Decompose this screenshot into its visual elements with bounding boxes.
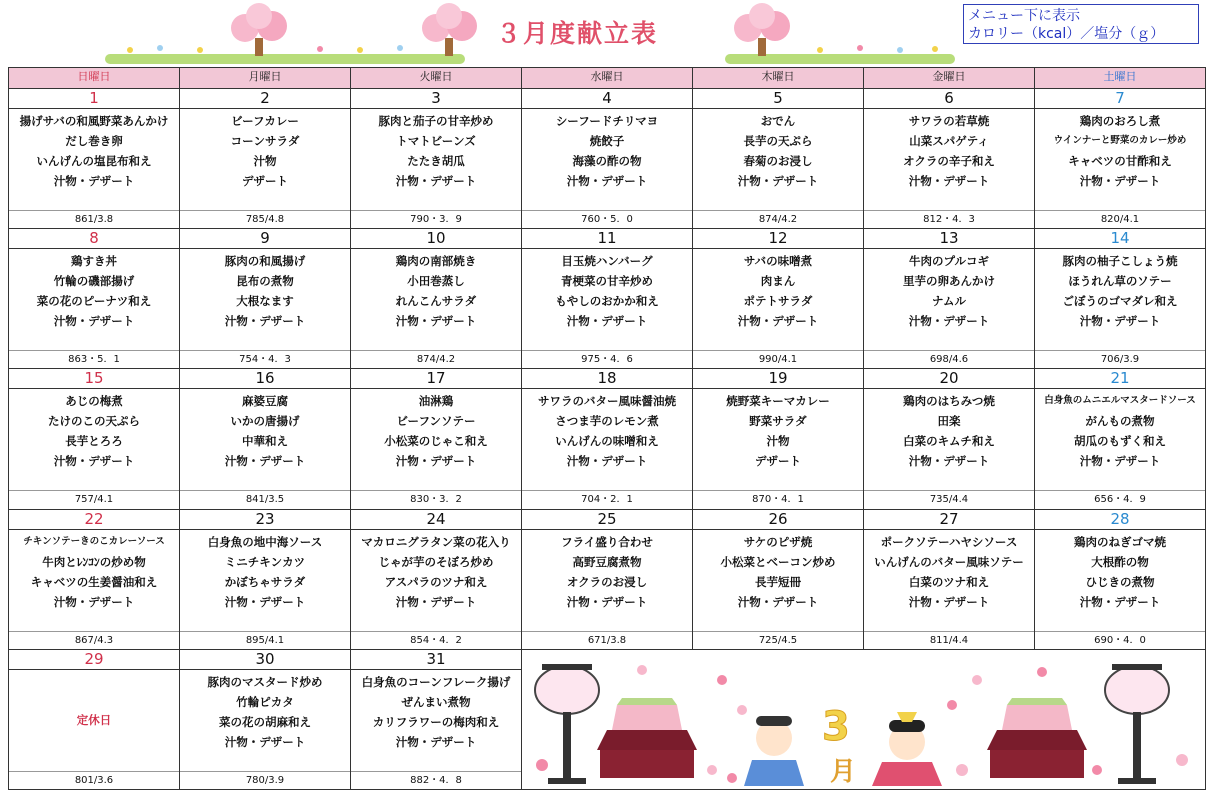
calorie-salt-value: 790・3．9	[351, 210, 521, 228]
menu-item: 長芋の天ぷら	[743, 134, 813, 148]
hinamatsuri-illustration	[522, 649, 1206, 789]
day-cell	[180, 509, 351, 649]
day-cell	[180, 369, 351, 509]
day-number: 24	[351, 510, 521, 530]
menu-item: がんもの煮物	[1085, 414, 1155, 429]
menu-item: いんげんの味噌和え	[555, 434, 659, 449]
menu-item: 汁物・デザート	[566, 174, 648, 188]
day-number: 2	[180, 89, 350, 109]
calorie-salt-value: 895/4.1	[180, 631, 350, 649]
menu-item: 小松菜とベーコン炒め	[720, 554, 836, 569]
menu-item: 汁物・デザート	[908, 314, 990, 329]
menu-item: サワラの若草焼	[908, 114, 990, 128]
menu-items	[864, 389, 1034, 471]
menu-item: 田楽	[937, 414, 961, 429]
day-cell	[1035, 229, 1206, 369]
menu-item: 大根なます	[236, 294, 294, 309]
calorie-salt-value: 801/3.6	[9, 771, 179, 789]
day-number: 7	[1035, 89, 1205, 109]
menu-item: 汁物・デザート	[395, 314, 477, 329]
menu-items	[693, 109, 863, 191]
menu-item: ひじきの煮物	[1085, 574, 1155, 589]
menu-item: 白菜のツナ和え	[908, 574, 990, 589]
menu-item: 汁物・デザート	[224, 734, 306, 749]
calorie-salt-value: 754・4．3	[180, 350, 350, 368]
menu-items	[180, 109, 350, 191]
day-number: 21	[1035, 369, 1205, 389]
menu-items	[9, 109, 179, 191]
menu-item: フライ盛り合わせ	[561, 534, 653, 549]
day-cell	[693, 369, 864, 509]
page-title: ３月度献立表	[496, 19, 659, 48]
day-cell	[9, 369, 180, 509]
day-cell	[1035, 509, 1206, 649]
menu-item: ナムル	[932, 294, 966, 309]
menu-item: ごぼうのゴマダレ和え	[1062, 294, 1178, 309]
menu-item: 菜の花の胡麻和え	[219, 714, 311, 729]
menu-items	[351, 109, 521, 191]
menu-item: 竹輪の磯部揚げ	[53, 274, 135, 289]
menu-item: さつま芋のレモン煮	[555, 414, 659, 429]
day-number: 19	[693, 369, 863, 389]
menu-item: 汁物・デザート	[395, 594, 477, 609]
week-row	[9, 509, 1206, 649]
menu-item: 中華和え	[242, 434, 288, 449]
calorie-salt-value: 812・4．3	[864, 210, 1034, 228]
menu-item: 小松菜のじゃこ和え	[384, 434, 488, 449]
menu-items	[1035, 389, 1205, 471]
menu-item: ミニチキンカツ	[224, 554, 306, 569]
menu-item: 山菜スパゲティ	[909, 134, 989, 148]
calorie-salt-value: 874/4.2	[351, 350, 521, 368]
day-number: 8	[9, 229, 179, 249]
weekday-friday: 金曜日	[864, 68, 1035, 89]
day-cell	[522, 89, 693, 229]
menu-item: サケのピザ焼	[743, 534, 813, 549]
calorie-salt-value: 735/4.4	[864, 490, 1034, 508]
day-cell	[1035, 369, 1206, 509]
menu-item: ウインナーと野菜のカレー炒め	[1053, 135, 1187, 146]
menu-item: 焼野菜キーマカレー	[726, 394, 830, 409]
menu-item: 汁物・デザート	[395, 734, 477, 749]
menu-item: キャベツの生姜醤油和え	[30, 574, 158, 589]
menu-calendar	[8, 67, 1206, 790]
calorie-salt-value: 671/3.8	[522, 631, 692, 649]
calorie-salt-value: 760・5．0	[522, 210, 692, 228]
day-cell	[180, 229, 351, 369]
day-cell	[180, 649, 351, 789]
day-number: 11	[522, 229, 692, 249]
week-row	[9, 369, 1206, 509]
menu-item: マカロニグラタン菜の花入り	[361, 534, 511, 549]
week-row	[9, 89, 1206, 229]
menu-item: ポークソテーハヤシソース	[880, 534, 1018, 549]
weekday-tuesday: 火曜日	[351, 68, 522, 89]
menu-item: 汁物・デザート	[737, 594, 819, 609]
menu-item: 汁物・デザート	[908, 174, 990, 188]
menu-items	[693, 530, 863, 612]
day-number: 31	[351, 650, 521, 670]
menu-item: 麻婆豆腐	[242, 394, 288, 409]
menu-item: 鶏肉のねぎゴマ焼	[1074, 534, 1166, 549]
menu-item: 白身魚の地中海ソース	[207, 534, 323, 549]
calorie-salt-value: 757/4.1	[9, 490, 179, 508]
day-number: 1	[9, 89, 179, 109]
legend-note-line2: カロリー（kcal）／塩分（ｇ）	[968, 26, 1165, 42]
calorie-salt-value: 830・3．2	[351, 490, 521, 508]
menu-item: 汁物・デザート	[908, 594, 990, 609]
menu-item: 鶏肉の南部焼き	[395, 254, 477, 269]
calorie-salt-value: 811/4.4	[864, 631, 1034, 649]
menu-item: 白菜のキムチ和え	[903, 434, 995, 449]
menu-item: 長芋とろろ	[65, 434, 123, 449]
menu-item: 汁物・デザート	[1079, 174, 1161, 188]
week-row	[9, 649, 1206, 789]
calorie-salt-value: 863・5．1	[9, 350, 179, 368]
menu-items	[1035, 249, 1205, 331]
weekday-monday: 月曜日	[180, 68, 351, 89]
menu-item: 菜の花のピーナツ和え	[36, 294, 152, 309]
menu-items	[180, 670, 350, 752]
menu-item: 汁物・デザート	[908, 454, 990, 469]
menu-items	[864, 109, 1034, 191]
menu-item: いんげんのバター風味ソテー	[874, 554, 1024, 569]
menu-items	[9, 249, 179, 331]
menu-item: 汁物・デザート	[566, 594, 648, 609]
menu-item: アスパラのツナ和え	[384, 574, 488, 589]
menu-items	[180, 389, 350, 471]
menu-items	[522, 530, 692, 612]
day-cell	[351, 89, 522, 229]
calorie-salt-value: 861/3.8	[9, 210, 179, 228]
menu-items	[522, 389, 692, 471]
menu-item: 汁物・デザート	[224, 314, 306, 329]
menu-item: ビーフカレー	[231, 114, 299, 128]
menu-item: 焼餃子	[589, 134, 625, 148]
menu-item: キャベツの甘酢和え	[1068, 154, 1172, 168]
legend-note-line1: メニュー下に表示	[968, 8, 1080, 24]
menu-item: 油淋鶏	[418, 394, 454, 409]
day-cell	[864, 89, 1035, 229]
calorie-salt-value: 725/4.5	[693, 631, 863, 649]
menu-item: ほうれん草のソテー	[1068, 274, 1172, 289]
day-cell	[9, 89, 180, 229]
menu-item: 里芋の卵あんかけ	[903, 274, 995, 289]
day-cell	[693, 229, 864, 369]
menu-item: 昆布の煮物	[236, 274, 294, 289]
menu-item: 竹輪ピカタ	[236, 694, 294, 709]
calorie-salt-value: 854・4．2	[351, 631, 521, 649]
calorie-salt-value: 874/4.2	[693, 210, 863, 228]
menu-item: たたき胡瓜	[407, 154, 465, 168]
day-cell	[693, 509, 864, 649]
menu-item: 胡瓜のもずく和え	[1074, 434, 1166, 449]
menu-items	[693, 249, 863, 331]
day-number: 29	[9, 650, 179, 670]
menu-item: 目玉焼ハンバーグ	[561, 254, 653, 269]
day-number: 6	[864, 89, 1034, 109]
calorie-salt-value: 704・2．1	[522, 490, 692, 508]
day-number: 18	[522, 369, 692, 389]
menu-item: 汁物・デザート	[53, 454, 135, 469]
week-row	[9, 229, 1206, 369]
day-number: 15	[9, 369, 179, 389]
menu-item: 青梗菜の甘辛炒め	[561, 274, 653, 289]
day-number: 25	[522, 510, 692, 530]
menu-item: サバの味噌煮	[743, 254, 813, 269]
menu-item: ポテトサラダ	[743, 294, 813, 309]
weekday-saturday: 土曜日	[1035, 68, 1206, 89]
day-cell	[351, 509, 522, 649]
svg-text:月: 月	[830, 756, 857, 787]
menu-item: 白身魚のムニエルマスタードソース	[1044, 395, 1196, 407]
menu-item: おでん	[760, 114, 796, 128]
menu-item: たけのこの天ぷら	[48, 414, 140, 429]
calorie-salt-value: 990/4.1	[693, 350, 863, 368]
menu-item: 汁物・デザート	[53, 174, 135, 188]
calorie-salt-value: 975・4．6	[522, 350, 692, 368]
menu-item: 高野豆腐煮物	[572, 554, 642, 569]
menu-item: 汁物・デザート	[395, 174, 477, 188]
menu-items	[351, 389, 521, 471]
menu-item: デザート	[242, 174, 288, 188]
menu-item: シーフードチリマヨ	[555, 114, 659, 128]
menu-item: 汁物・デザート	[1079, 314, 1161, 329]
day-number: 20	[864, 369, 1034, 389]
menu-item: 汁物・デザート	[737, 314, 819, 329]
menu-item: 肉まん	[760, 274, 796, 289]
menu-item: デザート	[755, 454, 801, 469]
menu-item: 汁物・デザート	[737, 174, 819, 188]
day-number: 3	[351, 89, 521, 109]
menu-item: 汁物・デザート	[53, 314, 135, 329]
menu-items	[9, 530, 179, 612]
day-cell	[864, 369, 1035, 509]
menu-items	[351, 249, 521, 331]
day-cell	[522, 509, 693, 649]
menu-item: 汁物	[253, 154, 277, 168]
menu-item: 豚肉の柚子こしょう焼	[1062, 254, 1178, 269]
calorie-salt-value: 841/3.5	[180, 490, 350, 508]
svg-text:3: 3	[822, 703, 850, 750]
day-number: 10	[351, 229, 521, 249]
menu-items	[1035, 109, 1205, 191]
day-number: 16	[180, 369, 350, 389]
day-number: 23	[180, 510, 350, 530]
menu-items	[1035, 530, 1205, 612]
menu-item: だし巻き卵	[65, 134, 123, 148]
menu-item: 長芋短冊	[755, 574, 801, 589]
weekday-thursday: 木曜日	[693, 68, 864, 89]
menu-items	[693, 389, 863, 471]
day-cell	[1035, 89, 1206, 229]
menu-items	[9, 389, 179, 471]
day-number: 14	[1035, 229, 1205, 249]
menu-item: 海藻の酢の物	[572, 154, 642, 168]
menu-item: 汁物・デザート	[1079, 594, 1161, 609]
menu-item: 豚肉と茄子の甘辛炒め	[378, 114, 494, 128]
menu-items	[522, 249, 692, 331]
menu-item: 汁物・デザート	[395, 454, 477, 469]
day-cell	[9, 229, 180, 369]
menu-items	[180, 530, 350, 612]
menu-item: 汁物・デザート	[1079, 454, 1161, 469]
menu-item: じゃが芋のそぼろ炒め	[378, 554, 494, 569]
menu-item: サワラのバター風味醤油焼	[538, 394, 676, 409]
day-cell	[180, 89, 351, 229]
day-number: 4	[522, 89, 692, 109]
day-cell	[9, 509, 180, 649]
menu-item: 鶏すき丼	[71, 254, 117, 269]
calorie-salt-value: 780/3.9	[180, 771, 350, 789]
day-cell	[351, 369, 522, 509]
menu-item: 汁物・デザート	[566, 454, 648, 469]
menu-items	[180, 249, 350, 331]
menu-item: 汁物・デザート	[566, 314, 648, 329]
day-cell	[522, 229, 693, 369]
menu-item: いかの唐揚げ	[230, 414, 300, 429]
menu-item: 小田巻蒸し	[407, 274, 465, 289]
menu-item: 豚肉のマスタード炒め	[207, 674, 323, 689]
day-number: 17	[351, 369, 521, 389]
day-cell	[351, 229, 522, 369]
day-cell	[9, 649, 180, 789]
menu-item: 鶏肉のおろし煮	[1079, 114, 1161, 128]
menu-item: 汁物・デザート	[53, 594, 135, 609]
menu-item: れんこんサラダ	[395, 294, 477, 309]
weekday-sunday: 日曜日	[9, 68, 180, 89]
calorie-salt-value: 706/3.9	[1035, 350, 1205, 368]
menu-items	[351, 530, 521, 612]
menu-item: 豚肉の和風揚げ	[224, 254, 306, 269]
calorie-salt-value: 870・4．1	[693, 490, 863, 508]
day-cell	[351, 649, 522, 789]
day-number: 13	[864, 229, 1034, 249]
menu-item: 揚げサバの和風野菜あんかけ	[19, 114, 169, 128]
legend-note	[963, 4, 1199, 44]
day-number: 30	[180, 650, 350, 670]
menu-item: ビーフンソテー	[396, 414, 476, 429]
weekday-header-row	[9, 68, 1206, 89]
day-cell	[864, 229, 1035, 369]
day-cell	[693, 89, 864, 229]
day-number: 26	[693, 510, 863, 530]
calorie-salt-value: 785/4.8	[180, 210, 350, 228]
menu-item: あじの梅煮	[65, 394, 123, 409]
menu-item: オクラのお浸し	[566, 574, 648, 589]
menu-item: 汁物・デザート	[224, 454, 306, 469]
day-number: 28	[1035, 510, 1205, 530]
calorie-salt-value: 867/4.3	[9, 631, 179, 649]
menu-items	[864, 530, 1034, 612]
menu-items	[351, 670, 521, 752]
calorie-salt-value: 690・4．0	[1035, 631, 1205, 649]
page-header	[0, 0, 1216, 68]
menu-item: 汁物	[766, 434, 790, 449]
day-number: 27	[864, 510, 1034, 530]
menu-item: トマトビーンズ	[396, 134, 476, 148]
menu-item: 鶏肉のはちみつ焼	[903, 394, 995, 409]
calorie-salt-value: 698/4.6	[864, 350, 1034, 368]
calorie-salt-value: 882・4．8	[351, 771, 521, 789]
menu-item: ぜんまい煮物	[401, 694, 471, 709]
menu-item: オクラの辛子和え	[903, 154, 995, 168]
menu-item: 大根酢の物	[1091, 554, 1149, 569]
menu-item: 春菊のお浸し	[743, 154, 813, 168]
day-number: 5	[693, 89, 863, 109]
hina-dolls-icon	[522, 650, 1204, 788]
menu-item: かぼちゃサラダ	[224, 574, 306, 589]
menu-items	[864, 249, 1034, 331]
day-number: 9	[180, 229, 350, 249]
menu-item: 野菜サラダ	[749, 414, 807, 429]
day-number: 22	[9, 510, 179, 530]
menu-items	[522, 109, 692, 191]
menu-item: 牛肉のプルコギ	[908, 254, 990, 269]
calorie-salt-value: 656・4．9	[1035, 490, 1205, 508]
menu-item: もやしのおかか和え	[555, 294, 659, 309]
menu-item: チキンソテーきのこカレーソース	[23, 535, 165, 547]
day-number: 12	[693, 229, 863, 249]
weekday-wednesday: 水曜日	[522, 68, 693, 89]
menu-item: 牛肉とﾚﾝｺﾝの炒め物	[42, 554, 146, 569]
day-cell	[522, 369, 693, 509]
calorie-salt-value: 820/4.1	[1035, 210, 1205, 228]
menu-item: 白身魚のコーンフレーク揚げ	[361, 674, 511, 689]
menu-item: いんげんの塩昆布和え	[36, 154, 152, 168]
closed-label: 定休日	[76, 712, 112, 727]
menu-item: コーンサラダ	[230, 134, 300, 148]
menu-item: 汁物・デザート	[224, 594, 306, 609]
menu-item: カリフラワーの梅肉和え	[372, 714, 500, 729]
day-cell	[864, 509, 1035, 649]
